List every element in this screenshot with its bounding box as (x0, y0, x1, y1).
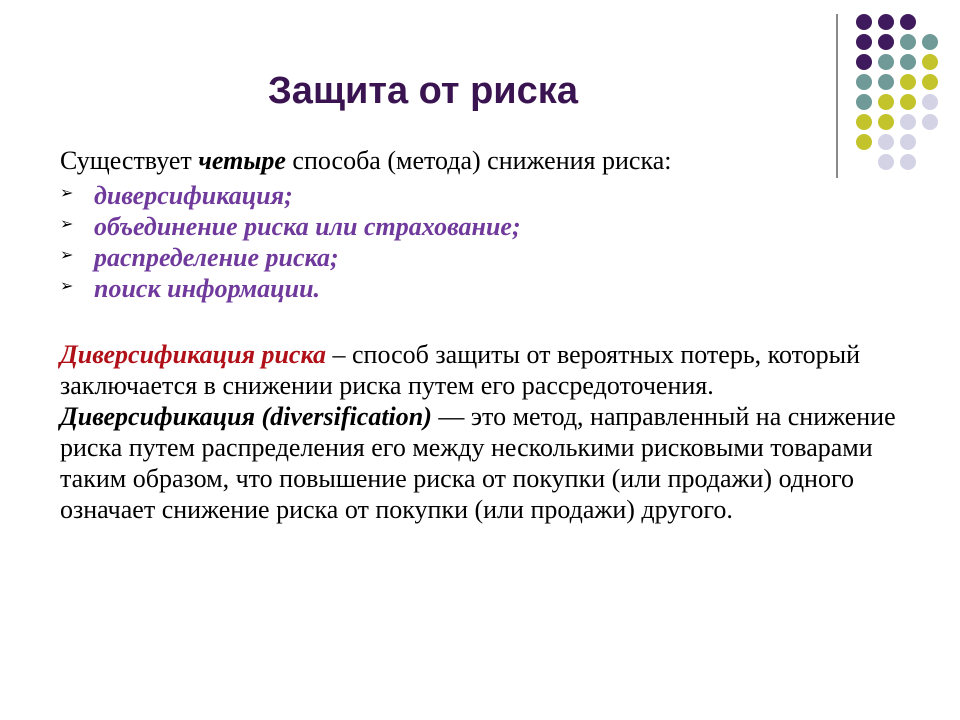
definition-term: Диверсификация (diversification) (60, 402, 432, 431)
arrow-bullet-icon: ➢ (60, 216, 74, 233)
arrow-bullet-icon: ➢ (60, 247, 74, 264)
arrow-bullet-icon: ➢ (60, 278, 74, 295)
definition-text: — это метод, направленный на снижение риска путем распределения его между несколькими рисковыми товарами таким образом, что повышение риска от покупки (или продажи) одного означает снижение риска от покупки (или продажи) другого. (60, 402, 896, 524)
list-item-text: распределение риска; (94, 243, 339, 272)
list-item (60, 211, 521, 242)
list-item-text: объединение риска или страхование; (94, 212, 521, 241)
definition-text: – способ защиты от вероятных потерь, который заключается в снижении риска путем его рассредоточения. (60, 340, 861, 400)
definitions-block (60, 339, 920, 525)
methods-list (60, 180, 521, 304)
intro-line (60, 145, 840, 176)
intro-emphasis: четыре (198, 146, 286, 175)
list-item (60, 273, 521, 304)
slide-title: Защита от риска (268, 70, 578, 112)
list-item-text: диверсификация; (94, 181, 293, 210)
definition-paragraph-2 (60, 401, 920, 525)
definition-paragraph-1 (60, 339, 920, 401)
arrow-bullet-icon: ➢ (60, 185, 74, 202)
definition-term: Диверсификация риска (60, 340, 327, 369)
list-item (60, 180, 521, 211)
intro-before: Существует (60, 146, 199, 175)
list-item (60, 242, 521, 273)
list-item-text: поиск информации. (94, 274, 321, 303)
intro-after: способа (метода) снижения риска: (285, 146, 672, 175)
